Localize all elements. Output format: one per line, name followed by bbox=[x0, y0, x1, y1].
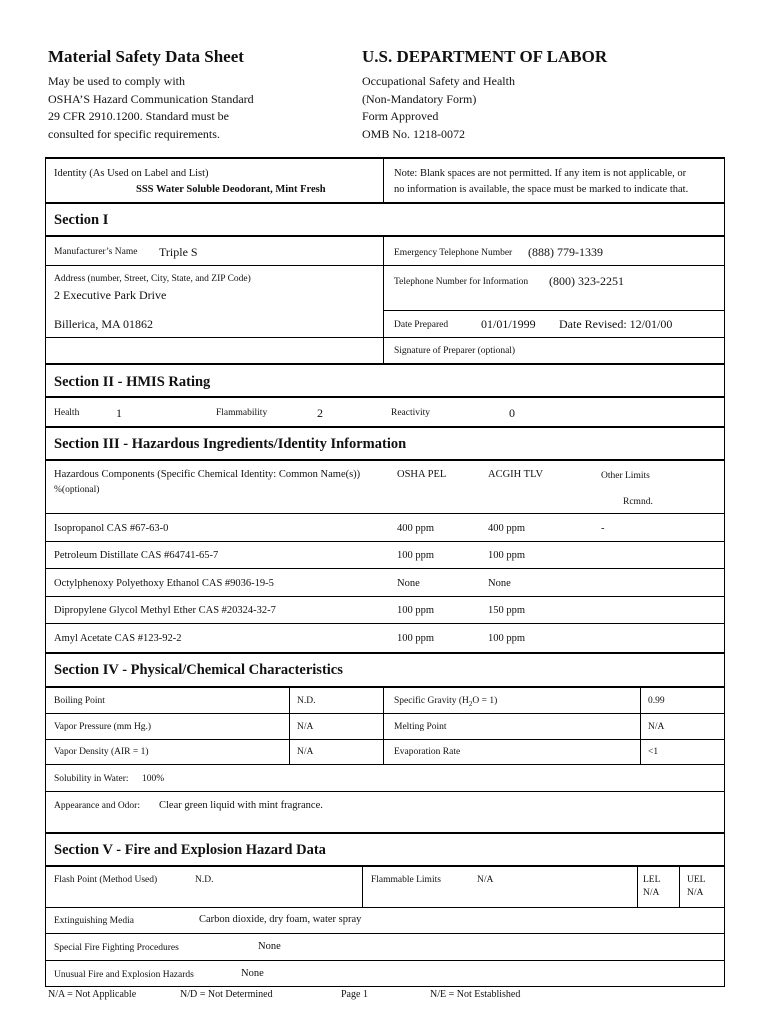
ingredient-name[interactable]: Dipropylene Glycol Methyl Ether CAS #20324-32-7 bbox=[54, 605, 276, 616]
divider bbox=[46, 157, 724, 159]
flash-point-label: Flash Point (Method Used) bbox=[54, 875, 158, 885]
address-line-2[interactable]: Billerica, MA 01862 bbox=[54, 317, 153, 331]
divider bbox=[46, 652, 724, 654]
evaporation-rate-label: Evaporation Rate bbox=[394, 747, 461, 757]
divider bbox=[640, 686, 641, 764]
form-title: Material Safety Data Sheet bbox=[48, 47, 244, 66]
identity-note: Note: Blank spaces are not permitted. If any item is not applicable, or bbox=[394, 168, 687, 179]
flammable-limits-label: Flammable Limits bbox=[371, 875, 441, 885]
divider bbox=[46, 337, 724, 338]
divider bbox=[46, 832, 724, 834]
boiling-point-label: Boiling Point bbox=[54, 696, 105, 706]
emergency-phone-value[interactable]: (888) 779-1339 bbox=[528, 245, 603, 259]
footer-na: N/A = Not Applicable bbox=[48, 989, 137, 1000]
divider bbox=[46, 986, 724, 987]
vapor-density-value[interactable]: N/A bbox=[297, 747, 314, 757]
ingredient-other[interactable]: - bbox=[601, 523, 605, 534]
ingredient-acgih[interactable]: 100 ppm bbox=[488, 633, 526, 644]
divider bbox=[46, 363, 724, 365]
flammability-label: Flammability bbox=[216, 408, 268, 418]
header-left-line: 29 CFR 2910.1200. Standard must be bbox=[48, 109, 230, 123]
melting-point-value[interactable]: N/A bbox=[648, 722, 665, 732]
divider bbox=[46, 623, 724, 624]
info-phone-value[interactable]: (800) 323-2251 bbox=[549, 274, 624, 288]
header-left bbox=[48, 47, 338, 143]
special-procedures-value[interactable]: None bbox=[258, 941, 281, 952]
extinguishing-media-label: Extinguishing Media bbox=[54, 916, 134, 926]
lel-label: LEL bbox=[643, 875, 661, 885]
emergency-phone-label: Emergency Telephone Number bbox=[394, 248, 513, 258]
date-revised[interactable]: Date Revised: 12/01/00 bbox=[559, 317, 673, 331]
health-label: Health bbox=[54, 408, 80, 418]
divider bbox=[46, 202, 724, 204]
ingredient-osha[interactable]: 100 ppm bbox=[397, 605, 435, 616]
identity-note: no information is available, the space must be marked to indicate that. bbox=[394, 184, 689, 195]
divider bbox=[637, 865, 638, 907]
reactivity-value[interactable]: 0 bbox=[509, 406, 515, 420]
page-number: Page 1 bbox=[341, 989, 368, 1000]
header-right-line: OMB No. 1218-0072 bbox=[362, 126, 466, 141]
address-label: Address (number, Street, City, State, and ZIP Code) bbox=[54, 274, 251, 284]
unusual-hazards-value[interactable]: None bbox=[241, 968, 264, 979]
uel-label: UEL bbox=[687, 875, 706, 885]
info-phone-label: Telephone Number for Information bbox=[394, 277, 529, 287]
col-optional: %(optional) bbox=[54, 485, 100, 495]
vapor-density-label: Vapor Density (AIR = 1) bbox=[54, 747, 149, 757]
divider bbox=[362, 865, 363, 907]
flammable-limits-value[interactable]: N/A bbox=[477, 875, 494, 885]
col-other-limits: Other Limits bbox=[601, 471, 650, 481]
agency-title: U.S. DEPARTMENT OF LABOR bbox=[362, 47, 608, 66]
ingredient-osha[interactable]: 100 ppm bbox=[397, 550, 435, 561]
divider bbox=[46, 713, 724, 714]
section-2-title: Section II - HMIS Rating bbox=[54, 374, 211, 390]
flammability-value[interactable]: 2 bbox=[317, 406, 323, 420]
manufacturer-label: Manufacturer’s Name bbox=[54, 247, 138, 257]
col-components: Hazardous Components (Specific Chemical Identity: Common Name(s)) bbox=[54, 469, 361, 480]
reactivity-label: Reactivity bbox=[391, 408, 431, 418]
section-3-title: Section III - Hazardous Ingredients/Identity Information bbox=[54, 436, 407, 452]
header-right-line: Form Approved bbox=[362, 109, 439, 123]
divider bbox=[46, 960, 724, 961]
divider bbox=[46, 426, 724, 428]
divider bbox=[46, 235, 724, 237]
melting-point-label: Melting Point bbox=[394, 722, 447, 732]
header-right-line: Occupational Safety and Health bbox=[362, 74, 515, 88]
signature-label: Signature of Preparer (optional) bbox=[394, 346, 516, 356]
divider bbox=[46, 739, 724, 740]
header-left-line: OSHA’S Hazard Communication Standard bbox=[48, 91, 254, 106]
section-1-title: Section I bbox=[54, 212, 109, 228]
footer-nd: N/D = Not Determined bbox=[180, 989, 273, 1000]
solubility-label: Solubility in Water: bbox=[54, 774, 129, 784]
specific-gravity-value[interactable]: 0.99 bbox=[648, 696, 665, 706]
ingredient-osha[interactable]: 400 ppm bbox=[397, 523, 435, 534]
section-5-title: Section V - Fire and Explosion Hazard Data bbox=[54, 842, 326, 858]
ingredient-name[interactable]: Amyl Acetate CAS #123-92-2 bbox=[54, 633, 182, 644]
divider bbox=[383, 235, 384, 363]
divider bbox=[46, 791, 724, 792]
address-line-1[interactable]: 2 Executive Park Drive bbox=[54, 288, 167, 302]
divider bbox=[383, 310, 724, 311]
divider bbox=[46, 568, 724, 569]
ingredient-name[interactable]: Isopropanol CAS #67-63-0 bbox=[54, 523, 169, 534]
divider bbox=[46, 396, 724, 398]
divider bbox=[46, 764, 724, 765]
col-rcmnd: Rcmnd. bbox=[623, 497, 653, 507]
lel-value[interactable]: N/A bbox=[643, 888, 660, 898]
divider bbox=[46, 686, 724, 688]
ingredient-acgih[interactable]: None bbox=[488, 578, 511, 589]
appearance-value[interactable]: Clear green liquid with mint fragrance. bbox=[159, 800, 323, 811]
specific-gravity-label: Specific Gravity $(H_2O = 1)$ bbox=[394, 696, 498, 708]
divider bbox=[46, 907, 724, 908]
identity-label: Identity (As Used on Label and List) bbox=[54, 168, 209, 179]
ingredient-osha[interactable]: 100 ppm bbox=[397, 633, 435, 644]
divider bbox=[46, 541, 724, 542]
msds-form bbox=[45, 157, 725, 987]
evaporation-rate-value[interactable]: <1 bbox=[648, 747, 659, 757]
date-prepared-value[interactable]: 01/01/1999 bbox=[481, 317, 536, 331]
ingredient-name[interactable]: Octylphenoxy Polyethoxy Ethanol CAS #9036-19-5 bbox=[54, 578, 274, 589]
divider bbox=[46, 596, 724, 597]
appearance-label: Appearance and Odor: bbox=[54, 801, 140, 811]
ingredient-osha[interactable]: None bbox=[397, 578, 420, 589]
col-osha-pel: OSHA PEL bbox=[397, 469, 447, 480]
special-procedures-label: Special Fire Fighting Procedures bbox=[54, 943, 179, 953]
header-left-line: consulted for specific requirements. bbox=[48, 126, 220, 141]
divider bbox=[383, 157, 384, 202]
ingredient-name[interactable]: Petroleum Distillate CAS #64741-65-7 bbox=[54, 550, 219, 561]
divider bbox=[46, 933, 724, 934]
date-prepared-label: Date Prepared bbox=[394, 320, 449, 330]
col-acgih-tlv: ACGIH TLV bbox=[488, 469, 544, 480]
ingredient-acgih[interactable]: 100 ppm bbox=[488, 550, 526, 561]
divider bbox=[46, 459, 724, 461]
divider bbox=[46, 865, 724, 867]
header-right-line: (Non-Mandatory Form) bbox=[362, 91, 477, 106]
ingredient-acgih[interactable]: 150 ppm bbox=[488, 605, 526, 616]
solubility-value[interactable]: 100% bbox=[142, 774, 165, 784]
divider bbox=[289, 686, 290, 764]
divider bbox=[46, 513, 724, 514]
divider bbox=[46, 265, 724, 266]
boiling-point-value[interactable]: N.D. bbox=[297, 696, 316, 706]
vapor-pressure-label: Vapor Pressure (mm Hg.) bbox=[54, 722, 152, 732]
header-left-line: May be used to comply with bbox=[48, 74, 185, 88]
divider bbox=[383, 686, 384, 764]
footer-ne: N/E = Not Established bbox=[430, 989, 521, 1000]
identity-value[interactable]: SSS Water Soluble Deodorant, Mint Fresh bbox=[136, 184, 326, 195]
section-4-title: Section IV - Physical/Chemical Characteristics bbox=[54, 662, 343, 678]
flash-point-value[interactable]: N.D. bbox=[195, 875, 214, 885]
vapor-pressure-value[interactable]: N/A bbox=[297, 722, 314, 732]
health-value[interactable]: 1 bbox=[116, 406, 122, 420]
divider bbox=[679, 865, 680, 907]
uel-value[interactable]: N/A bbox=[687, 888, 704, 898]
manufacturer-value[interactable]: Triple S bbox=[159, 245, 198, 259]
unusual-hazards-label: Unusual Fire and Explosion Hazards bbox=[54, 970, 194, 980]
header-right bbox=[362, 47, 722, 143]
extinguishing-media-value[interactable]: Carbon dioxide, dry foam, water spray bbox=[199, 914, 362, 925]
ingredient-acgih[interactable]: 400 ppm bbox=[488, 523, 526, 534]
